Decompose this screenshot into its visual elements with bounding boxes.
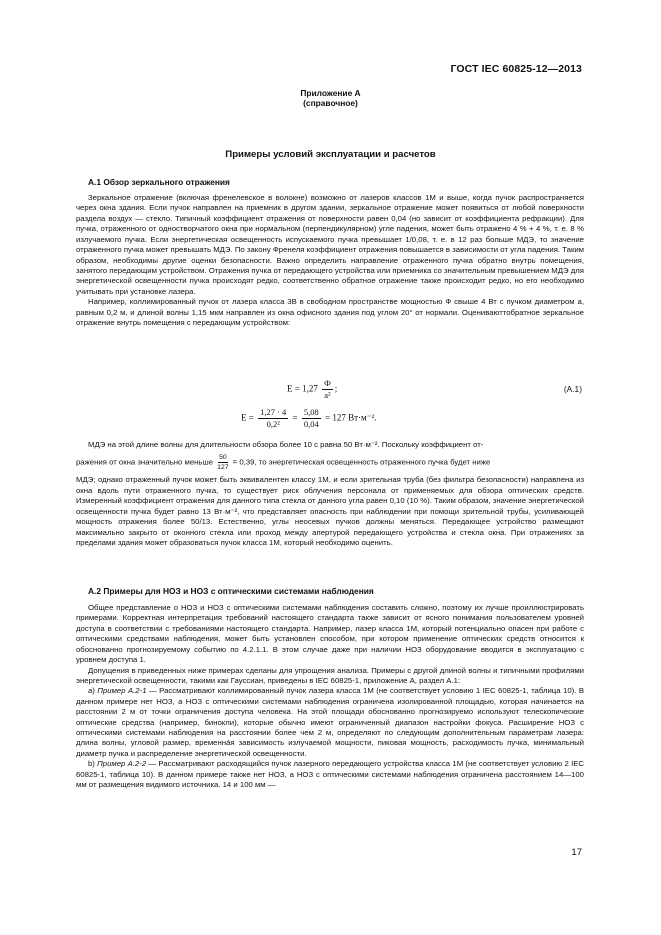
inline-fraction [217,453,228,472]
paragraph: МДЭ; однако отраженный пучок может быть эквивалентен классу 1М, и если зрительная труба (без фильтра безопасности) направлена из окна вдоль пути отраженного пучка, то существует риск облучения персонала от применяемых для обзора оптических средств. Измеренный коэффициент отражения для данного типа стекла от данного угла равен 0,10 (10 %). Таким образом, значение энергетической освещенности пучка будет равно 13 Вт·м⁻², что представляет опасность при наблюдении при помощи зрительной трубы, усиливающей мощность отражения более 50/13. Естественно, углы неосевых пучков должны меняться. Передающее устройство размещают максимально закрыто от оконного стекла или проход между апертурой передающего устройства и стекла окна. При отражениях за пределами здания может образоваться пучок класса 1М, который необходимо оценить. [76,475,584,547]
document-header: ГОСТ IEC 60825-12—2013 [450,63,582,75]
section-a1-text [76,193,584,328]
fraction-numerator: Ф [324,378,331,388]
list-item-a [76,686,584,759]
paragraph: Общее представление о НОЗ и НОЗ с оптическими системами наблюдения составить сложно, поэтому их лучше проиллюстрировать примерами. Корректная интерпретация требований настоящего стандарта также зависит от ясного понимания пользователем уровней доступа в соответствии с требованиями настоящего стандарта. Например, лазер класса 1М, который потенциально опасен при работе с оптическими средствами наблюдения, может быть установлен способом, при котором применение оптических средств относится к обоснованно прогнозируемому событию по 4.2.1.1. В этом случае даже при наличии НОЗ оборудование вводится в эксплуатацию с уровнем доступа 1. [76,603,584,665]
paragraph: Допущения в приведенных ниже примерах сделаны для упрощения анализа. Примеры с другой длиной волны и типичными профилями энергетической освещенности, такими как Гауссиан, приведены в IEC 60825-1, приложение А, раздел А.1: [76,665,584,685]
list-item-b [76,759,584,790]
example-label: Пример А.2-1 [97,686,147,696]
fraction-numerator: 50 [219,454,227,462]
section-a2-heading: А.2 Примеры для НОЗ и НОЗ с оптическими системами наблюдения [88,586,374,596]
text-span: ражения от окна значительно меньше [76,457,214,467]
formula-lhs: E = [241,412,254,423]
list-label: а) [88,686,98,696]
equals-sign: = [292,412,298,423]
list-text: — Рассматривают расходящийся пучок лазерного передающего устройства класса 1М (не соответствует условию 2 IEC 60825-1, таблица 10). В данном примере также нет НОЗ, а НОЗ с оптическими системами наблюдения ограничена расстоянием 14—100 мм от размещения видимого источника. 14 и 100 мм — [76,759,584,790]
section-a1-text-continued [76,440,584,548]
section-a2-text [76,603,584,791]
formula-fraction [258,407,288,430]
formula-lhs: E = 1,27 [287,383,318,394]
list-label: b) [88,759,98,769]
formula-tail: ; [334,383,338,394]
paragraph-text: Например, коллимированный пучок от лазера класса 3В в свободном пространстве мощностью Ф свыше 4 Вт с пучком диаметром a, равным 0,2 м, и длиной волны 1,15 мкм направлен из окна офисного здания под углом 20° от нормали. Оцениваюттобратное зеркальное отражение внутрь помещения с передающим устройством: [76,297,584,328]
formula-fraction [322,378,333,401]
example-label: Пример А.2-2 [97,759,147,769]
fraction-denominator: 0,2² [266,419,280,429]
paragraph [76,297,584,328]
text-span: = 0,39, то энергетическая освещенность отраженного пучка будет ниже [232,457,491,467]
annex-subtitle: (справочное) [303,98,358,108]
fraction-numerator: 1,27 · 4 [260,407,287,417]
formula-fraction [302,407,321,430]
formula-calculation [241,407,376,430]
paragraph: Зеркальное отражение (включая френелевское в волокне) возможно от лазеров классов 1М и выше, когда пучок распространяется через окна здания. Если пучок направлен на приемник в другом здании, зеркальное отражение может появиться от любой поверхности раздела воздух — стекло. Типичный коэффициент отражения от поверхности равен 0,04 (но зависит от коэффициента рефракции). Для пучка, отраженного от одностворчатого окна при нормальном (перпендикулярном) угле падения, может быть отражено 4 % + 4 %, т. е. 8 % излучаемого пучка. Если энергетическая освещенность испускаемого пучка превышает 1/0,08, т. е. в 12 раз больше МДЭ, то значение отраженного пучка может превышать МДЭ. По закону Френеля коэффициент отражения повышается в зависимости от угла падения. Таким образом, необходимы другие оценки безопасности. Важно определить направление отраженного пучка обратно внутрь помещения, занятого передающим устройством. Отражения пучка от передающего устройства или приемника со значительным превышением МДЭ для энергетической освещенности пучка происходят редко, соответственно обратное отражение также происходит редко, но его необходимо учитывать при установке лазера. [76,193,584,296]
formula-a1 [287,378,337,401]
annex-title: Приложение А [300,88,361,98]
equation-number: (А.1) [563,384,582,394]
list-text: — Рассматривают коллимированный пучок лазера класса 1М (не соответствует условию 1 IEC 60825-1, таблица 10). В данном примере нет НОЗ, а НОЗ с оптическими системами наблюдения ограничена изолированной площадью, которая начинается на расстоянии 2 м от точки ограничения доступа человека. На этой площади обоснованно прогнозируемо используют телескопические оптические средства (например, бинокли), которые обычно имеют ограниченный диапазон настройки фокуса. Расширение НОЗ с оптическими системами наблюдения на расстоянии более чем 2 м, определяют по следующим дополнительным параметрам лазера: длина волны, угловой размер, временна́я зависимость излучаемой мощности, пиковая мощность, расходимость пучка, минимальный диаметр пучка и распределение энергетической освещенности. [76,686,584,758]
formula-result: = 127 Вт·м⁻². [325,412,377,423]
paragraph-with-fraction [76,453,584,472]
page-number: 17 [571,847,582,858]
fraction-denominator: 0,04 [303,419,319,429]
paragraph: МДЭ на этой длине волны для длительности обзора более 10 с равна 50 Вт·м⁻². Поскольку коэффициент от- [88,440,484,449]
section-a1-heading: А.1 Обзор зеркального отражения [88,177,230,187]
fraction-numerator: 5,08 [303,407,319,417]
fraction-denominator: a² [324,390,331,400]
main-title: Примеры условий эксплуатации и расчетов [225,149,436,160]
fraction-denominator: 127 [217,464,229,472]
